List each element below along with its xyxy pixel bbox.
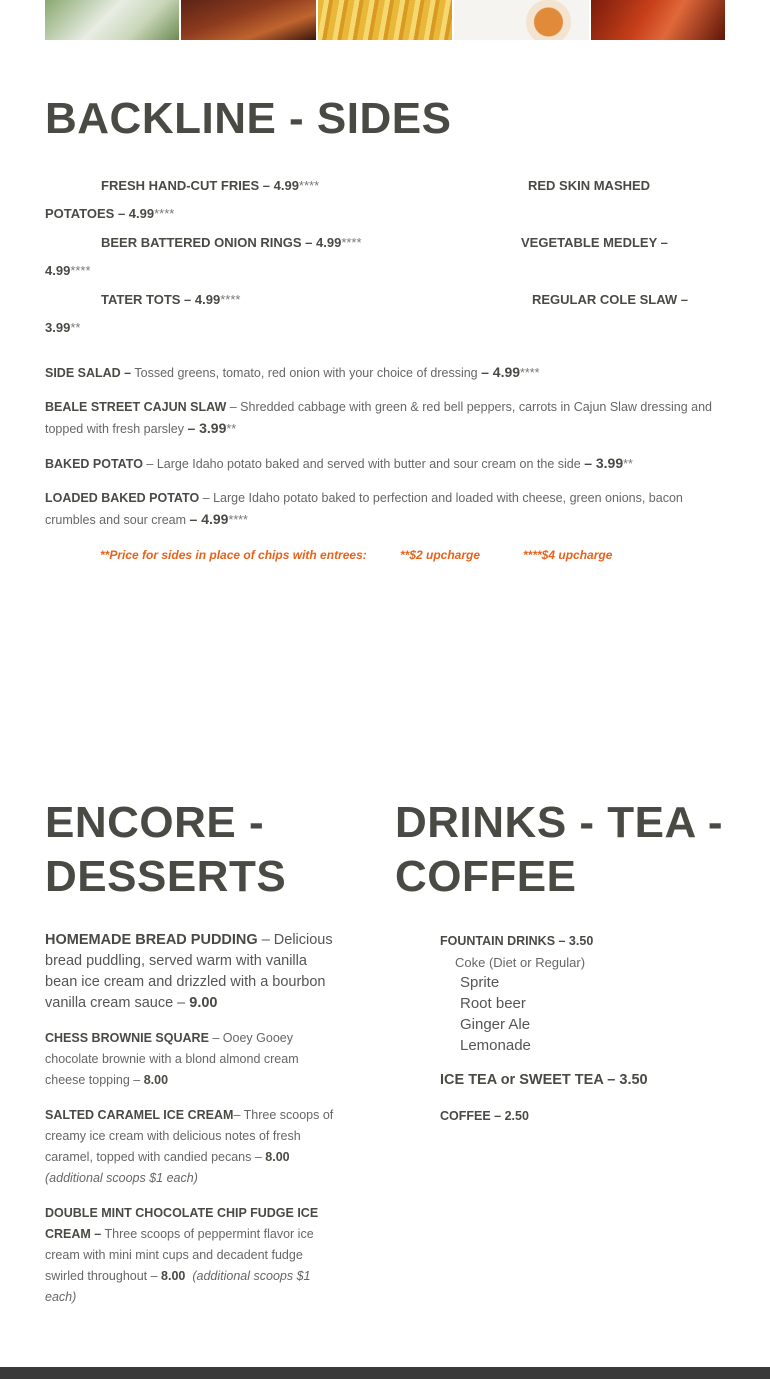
cajun-slaw-mark: ** <box>226 422 237 436</box>
tater-tots-item: TATER TOTS – 4.99 <box>101 292 221 307</box>
fountain-option: Sprite <box>460 974 500 991</box>
loaded-potato-mark: **** <box>228 513 248 527</box>
cajun-slaw-name: BEALE STREET CAJUN SLAW <box>45 400 227 414</box>
caramel-ice-cream-item <box>45 1105 340 1189</box>
caramel-extra: (additional scoops $1 each) <box>45 1171 198 1185</box>
side-salad-desc: Tossed greens, tomato, red onion with your choice of dressing <box>131 366 482 380</box>
cajun-slaw-item <box>45 397 725 440</box>
fountain-option: Ginger Ale <box>460 1016 531 1033</box>
caramel-price: 8.00 <box>265 1150 290 1164</box>
caramel-desc: – Three scoops of creamy ice cream with delicious notes of fresh caramel, topped with candied pecans – <box>45 1108 334 1164</box>
baked-potato-mark: ** <box>623 457 633 471</box>
side-salad-name: SIDE SALAD – <box>45 366 132 380</box>
sides-title: BACKLINE - SIDES <box>45 94 452 143</box>
footer-bar <box>0 1367 770 1379</box>
baked-potato-desc: – Large Idaho potato baked and served with butter and sour cream on the side <box>142 457 585 471</box>
vegetable-item: VEGETABLE MEDLEY – <box>521 235 668 250</box>
onion-rings-item: BEER BATTERED ONION RINGS – 4.99 <box>101 235 342 250</box>
tater-tots-mark: **** <box>220 292 241 307</box>
upcharge-2-note: **$2 upcharge <box>400 548 481 562</box>
fries-mark: **** <box>298 178 320 193</box>
brownie-desc: – Ooey Gooey chocolate brownie with a blond almond cream cheese topping – <box>45 1031 299 1087</box>
mint-fudge-name: DOUBLE MINT CHOCOLATE CHIP FUDGE ICE CREAM – <box>45 1206 319 1241</box>
cole-slaw-price: 3.99 <box>45 320 71 335</box>
brownie-name: CHESS BROWNIE SQUARE <box>45 1031 209 1045</box>
drinks-title-line-1: DRINKS - TEA - <box>395 798 724 847</box>
brownie-price: 8.00 <box>143 1073 169 1087</box>
mint-fudge-price: 8.00 <box>161 1269 186 1283</box>
fountain-option: Root beer <box>460 995 526 1012</box>
tea-item: ICE TEA or SWEET TEA – 3.50 <box>440 1072 648 1088</box>
upcharge-4-note: ****$4 upcharge <box>523 548 613 562</box>
loaded-potato-name: LOADED BAKED POTATO <box>45 491 200 505</box>
soup-photo <box>454 0 588 40</box>
bread-pudding-desc: – Delicious bread puddling, served warm with vanilla bean ice cream and drizzled with a bourbon vanilla cream sauce – <box>45 932 333 1011</box>
ribs-photo <box>181 0 315 40</box>
fries-item: FRESH HAND-CUT FRIES – 4.99 <box>101 178 299 193</box>
drinks-title-line-2: COFFEE <box>395 852 577 901</box>
brownie-item <box>45 1028 340 1091</box>
mint-fudge-extra: (additional scoops $1 each) <box>45 1269 311 1304</box>
desserts-title-line-1: ENCORE - <box>45 798 265 847</box>
vegetable-mark: **** <box>70 263 91 278</box>
loaded-potato-desc: – Large Idaho potato baked to perfection and loaded with cheese, green onions, bacon crumbles and sour cream <box>45 491 683 527</box>
caramel-name: SALTED CARAMEL ICE CREAM <box>45 1108 234 1122</box>
cole-slaw-item: REGULAR COLE SLAW – <box>532 292 689 307</box>
loaded-potato-item <box>45 488 725 531</box>
side-salad-mark: **** <box>520 366 540 380</box>
food-photo-strip <box>45 0 725 40</box>
baked-potato-price: – 3.99 <box>584 455 624 471</box>
fountain-sub: Coke (Diet or Regular) <box>455 955 586 970</box>
coffee-item: COFFEE – 2.50 <box>440 1109 529 1123</box>
cajun-slaw-desc: – Shredded cabbage with green & red bell peppers, carrots in Cajun Slaw dressing and topped with fresh parsley <box>45 400 712 436</box>
bread-pudding-price: 9.00 <box>189 995 218 1011</box>
baked-potato-name: BAKED POTATO <box>45 457 143 471</box>
wings-photo <box>591 0 725 40</box>
fries-photo <box>318 0 452 40</box>
mashed-item: RED SKIN MASHED <box>528 178 651 193</box>
loaded-potato-price: – 4.99 <box>189 511 229 527</box>
fountain-option: Lemonade <box>460 1037 531 1054</box>
wedge-salad-photo <box>45 0 179 40</box>
mashed-price: POTATOES – 4.99 <box>45 206 155 221</box>
side-salad-item <box>45 362 725 384</box>
onion-rings-mark: **** <box>341 235 362 250</box>
mashed-mark: **** <box>154 206 175 221</box>
price-note: **Price for sides in place of chips with entrees: <box>100 548 367 562</box>
bread-pudding-name: HOMEMADE BREAD PUDDING <box>45 932 258 948</box>
sides-row-2-cont <box>45 257 725 285</box>
side-salad-price: – 4.99 <box>481 364 521 380</box>
baked-potato-item <box>45 453 725 475</box>
vegetable-price: 4.99 <box>45 263 71 278</box>
cole-slaw-mark: ** <box>70 320 81 335</box>
bread-pudding-item <box>45 930 340 1014</box>
mint-fudge-item <box>45 1203 340 1308</box>
desserts-title-line-2: DESSERTS <box>45 852 287 901</box>
mint-fudge-desc: Three scoops of peppermint flavor ice cream with mini mint cups and decadent fudge swirled throughout – <box>45 1227 314 1283</box>
cajun-slaw-price: – 3.99 <box>187 420 227 436</box>
sides-row-3-cont <box>45 314 725 342</box>
fountain-drinks: FOUNTAIN DRINKS – 3.50 <box>440 934 594 948</box>
sides-row-1-cont <box>45 200 725 228</box>
